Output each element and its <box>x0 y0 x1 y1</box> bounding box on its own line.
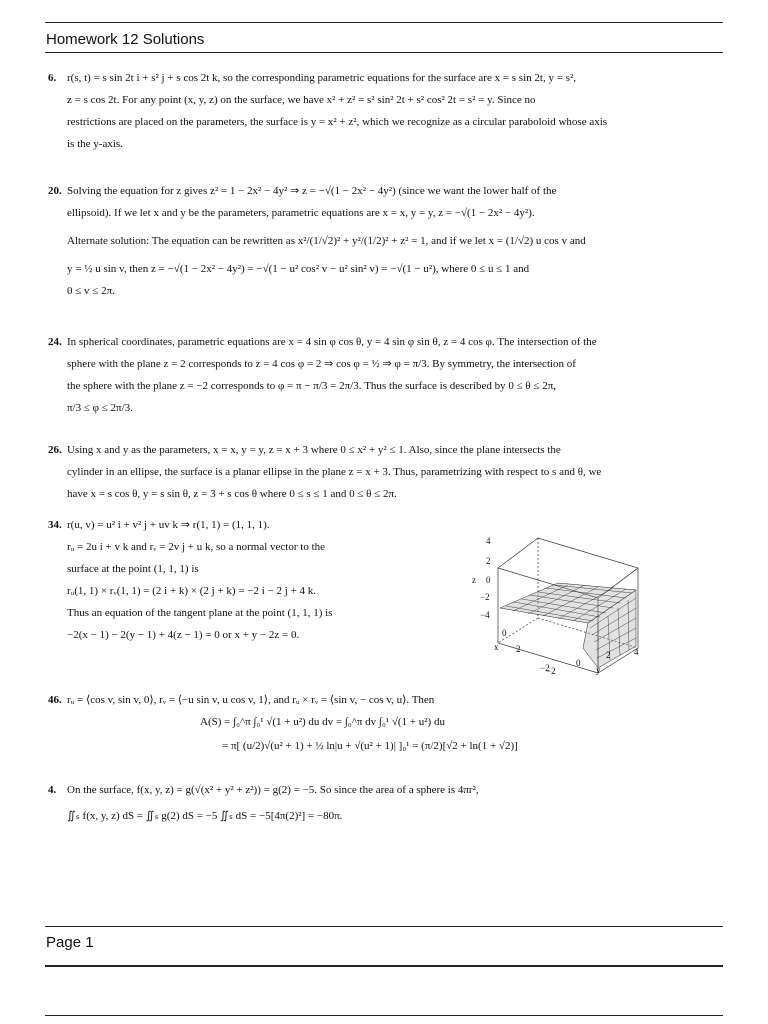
problem-26 <box>48 439 708 505</box>
problem-6 <box>48 67 708 155</box>
solution-line: rᵤ = ⟨cos v, sin v, 0⟩, rᵥ = ⟨−u sin v, u cos v, 1⟩, and rᵤ × rᵥ = ⟨sin v, − cos v, u⟩. Then <box>67 694 435 706</box>
solution-line: 0 ≤ v ≤ 2π. <box>67 285 115 297</box>
area-integral-line: A(S) = ∫₀^π ∫₀¹ √(1 + u²) du dv = ∫₀^π dv ∫₀¹ √(1 + u²) du <box>200 716 445 728</box>
solution-line: −2(x − 1) − 2(y − 1) + 4(z − 1) = 0 or x + y − 2z = 0. <box>67 629 300 641</box>
solution-line: Using x and y as the parameters, x = x, y = y, z = x + 3 where 0 ≤ x² + y² ≤ 1. Also, since the plane intersects the <box>67 444 561 456</box>
solution-line: have x = s cos θ, y = s sin θ, z = 3 + s cos θ where 0 ≤ s ≤ 1 and 0 ≤ θ ≤ 2π. <box>67 488 397 500</box>
solution-line: is the y-axis. <box>67 138 123 150</box>
y-axis-label: y <box>596 665 601 675</box>
z-tick-label: −2 <box>480 592 490 602</box>
solution-line: Alternate solution: The equation can be rewritten as x²/(1/√2)² + y²/(1/2)² + z² = 1, and if we let x = (1/√2) u cos v and <box>67 235 586 247</box>
solution-line: z = s cos 2t. For any point (x, y, z) on the surface, we have x² + z² = s² sin² 2t + s² cos² 2t = s² = y. Since no <box>67 94 536 106</box>
solution-line: In spherical coordinates, parametric equations are x = 4 sin φ cos θ, y = 4 sin φ sin θ, z = 4 cos φ. The intersection of the <box>67 336 597 348</box>
solution-line: sphere with the plane z = 2 corresponds to z = 4 cos φ = 2 ⇒ cos φ = ½ ⇒ φ = π/3. By symmetry, the intersection of <box>67 358 576 370</box>
y-tick-label: 2 <box>606 650 611 660</box>
area-integral-result-line: = π[ (u/2)√(u² + 1) + ½ ln|u + √(u² + 1)| ]₀¹ = (π/2)[√2 + ln(1 + √2)] <box>222 740 518 752</box>
solution-line: ellipsoid). If we let x and y be the parameters, parametric equations are x = x, y = y, z = −√(1 − 2x² − 4y²). <box>67 207 535 219</box>
problem-number: 26. <box>48 444 62 456</box>
problem-number: 46. <box>48 694 62 706</box>
z-tick-label: 4 <box>486 536 491 546</box>
z-tick-label: 2 <box>486 556 491 566</box>
header-top-rule <box>45 22 723 23</box>
problem-34 <box>48 514 458 646</box>
problem-24 <box>48 331 708 419</box>
problem-number: 4. <box>48 784 57 796</box>
solution-line: On the surface, f(x, y, z) = g(√(x² + y² + z²)) = g(2) = −5. So since the area of a sphere is 4πr², <box>67 784 479 796</box>
x-tick-label: 2 <box>516 644 521 654</box>
problem-number: 20. <box>48 185 62 197</box>
y-tick-label: 4 <box>634 647 639 657</box>
problem-46 <box>48 689 708 711</box>
solution-line: rᵤ = 2u i + v k and rᵥ = 2v j + u k, so a normal vector to the <box>67 541 326 553</box>
page-number-label: Page 1 <box>46 934 94 951</box>
solution-line: surface at the point (1, 1, 1) is <box>67 563 199 575</box>
surface-mesh <box>500 583 636 668</box>
solution-line: r(s, t) = s sin 2t i + s² j + s cos 2t k, so the corresponding parametric equations for the surface are x = s sin 2t, y = s², <box>67 72 576 84</box>
page-header-title: Homework 12 Solutions <box>46 31 205 48</box>
problem-number: 6. <box>48 72 57 84</box>
problem-number: 34. <box>48 519 62 531</box>
footer-top-rule <box>45 926 723 927</box>
solution-line: Solving the equation for z gives z² = 1 − 2x² − 4y² ⇒ z = −√(1 − 2x² − 4y²) (since we want the lower half of the <box>67 185 557 197</box>
x-axis-label: x <box>494 642 499 652</box>
solution-line: cylinder in an ellipse, the surface is a planar ellipse in the plane z = x + 3. Thus, parametrizing with respect to s and θ, we <box>67 466 602 478</box>
problem-4 <box>48 779 708 827</box>
z-tick-label: −4 <box>480 610 490 620</box>
z-tick-label: 0 <box>486 575 491 585</box>
y-tick-label: 0 <box>576 658 581 668</box>
problem-number: 24. <box>48 336 62 348</box>
solution-line: ∬ₛ f(x, y, z) dS = ∬ₛ g(2) dS = −5 ∬ₛ dS = −5[4π(2)²] = −80π. <box>67 810 343 822</box>
y-tick-label: −2 <box>546 666 556 676</box>
solution-line: r(u, v) = u² i + v² j + uv k ⇒ r(1, 1) = (1, 1, 1). <box>67 519 270 531</box>
surface-plot-figure <box>468 528 648 678</box>
solution-line: the sphere with the plane z = −2 corresponds to φ = π − π/3 = 2π/3. Thus the surface is described by 0 ≤ θ ≤ 2π, <box>67 380 557 392</box>
solution-line: π/3 ≤ φ ≤ 2π/3. <box>67 402 133 414</box>
x-tick-label: 0 <box>502 628 507 638</box>
solution-line: Thus an equation of the tangent plane at the point (1, 1, 1) is <box>67 607 333 619</box>
solution-line: rᵤ(1, 1) × rᵥ(1, 1) = (2 i + k) × (2 j + k) = −2 i − 2 j + 4 k. <box>67 585 317 597</box>
footer-bottom-rule <box>45 965 723 967</box>
problem-20 <box>48 180 708 302</box>
solution-line: y = ½ u sin v, then z = −√(1 − 2x² − 4y²) = −√(1 − u² cos² v − u² sin² v) = −√(1 − u²), where 0 ≤ u ≤ 1 and <box>67 263 530 275</box>
header-bottom-rule <box>45 52 723 53</box>
footer-bottom-edge-rule <box>45 1015 723 1016</box>
solution-line: restrictions are placed on the parameters, the surface is y = x² + z², which we recognize as a circular paraboloid whose axis <box>67 116 608 128</box>
z-axis-label: z <box>472 575 476 585</box>
x-tick-label: −2 <box>540 663 550 673</box>
